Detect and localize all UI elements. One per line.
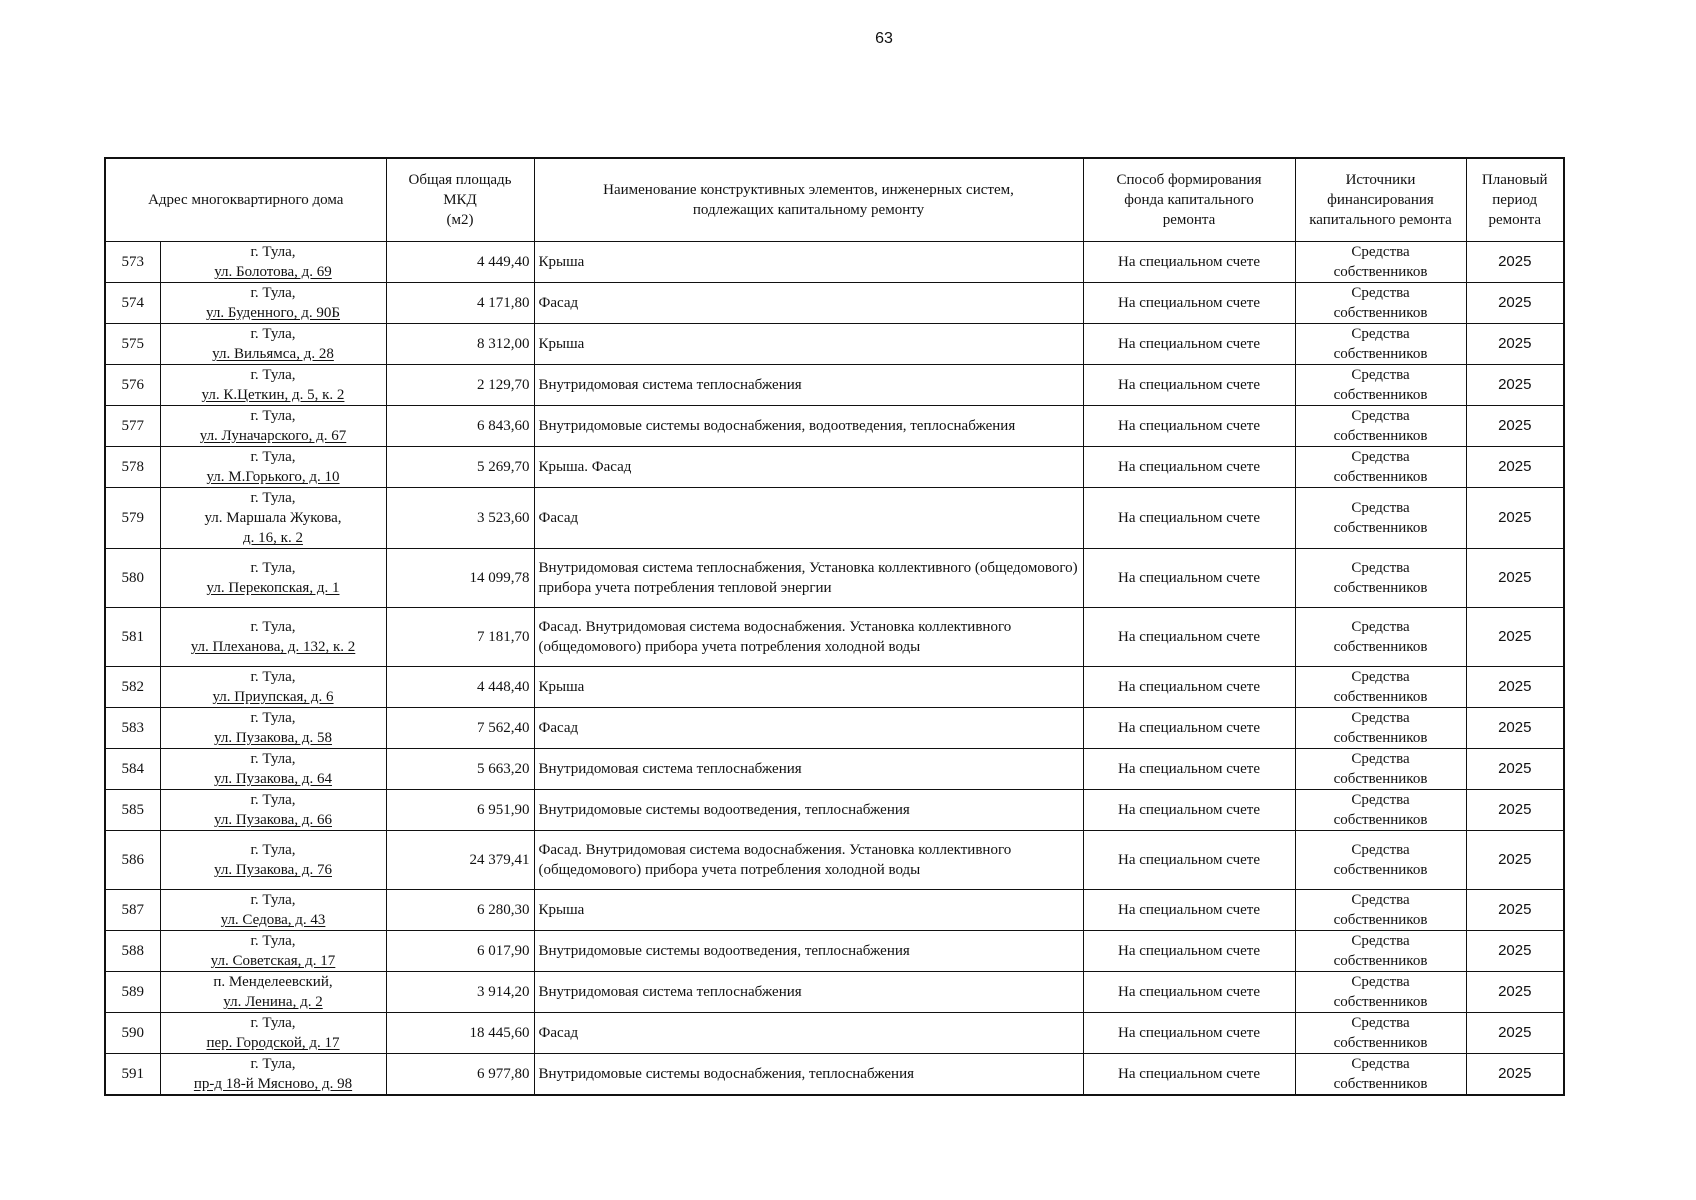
header-source-line: капитального ремонта xyxy=(1309,212,1452,228)
table-row xyxy=(105,972,1564,1013)
period-cell: 2025 xyxy=(1466,608,1564,667)
area-cell: 5 269,70 xyxy=(386,447,534,488)
source-line: Средства xyxy=(1351,710,1410,726)
header-source-line: финансирования xyxy=(1327,192,1434,208)
source-cell xyxy=(1295,831,1466,890)
row-number: 590 xyxy=(105,1013,160,1054)
table-body xyxy=(105,242,1564,1096)
period-cell: 2025 xyxy=(1466,365,1564,406)
works-cell: Фасад. Внутридомовая система водоснабжения. Установка коллективного (общедомового) прибора учета потребления холодной воды xyxy=(534,608,1083,667)
address-cell xyxy=(160,972,386,1013)
address-cell xyxy=(160,790,386,831)
source-line: Средства xyxy=(1351,326,1410,342)
period-cell: 2025 xyxy=(1466,488,1564,549)
area-cell: 6 951,90 xyxy=(386,790,534,831)
period-cell: 2025 xyxy=(1466,1013,1564,1054)
source-cell xyxy=(1295,447,1466,488)
row-number: 578 xyxy=(105,447,160,488)
works-cell: Фасад xyxy=(534,283,1083,324)
address-line: г. Тула, xyxy=(250,367,296,383)
period-cell: 2025 xyxy=(1466,831,1564,890)
source-cell xyxy=(1295,488,1466,549)
address-line: г. Тула, xyxy=(250,244,296,260)
source-line: собственников xyxy=(1333,812,1428,828)
source-line: Средства xyxy=(1351,751,1410,767)
area-cell: 4 449,40 xyxy=(386,242,534,283)
header-source-line: Источники xyxy=(1345,172,1416,188)
address-line: ул. Перекопская, д. 1 xyxy=(206,580,340,596)
table-row xyxy=(105,749,1564,790)
works-cell: Фасад xyxy=(534,1013,1083,1054)
works-cell: Внутридомовые системы водоотведения, теплоснабжения xyxy=(534,790,1083,831)
table-row xyxy=(105,406,1564,447)
header-works-line: подлежащих капитальному ремонту xyxy=(692,202,925,218)
source-cell xyxy=(1295,890,1466,931)
row-number: 574 xyxy=(105,283,160,324)
header-area-line: Общая площадь xyxy=(408,172,512,188)
address-line: ул. Седова, д. 43 xyxy=(220,912,326,928)
address-line: ул. Буденного, д. 90Б xyxy=(206,305,340,321)
row-number: 584 xyxy=(105,749,160,790)
table-row xyxy=(105,549,1564,608)
period-cell: 2025 xyxy=(1466,324,1564,365)
source-line: собственников xyxy=(1333,469,1428,485)
row-number: 586 xyxy=(105,831,160,890)
source-cell xyxy=(1295,931,1466,972)
row-number: 581 xyxy=(105,608,160,667)
address-line: г. Тула, xyxy=(250,792,296,808)
works-cell: Фасад xyxy=(534,708,1083,749)
method-cell: На специальном счете xyxy=(1083,608,1295,667)
source-line: собственников xyxy=(1333,264,1428,280)
method-cell: На специальном счете xyxy=(1083,242,1295,283)
area-cell: 3 523,60 xyxy=(386,488,534,549)
row-number: 587 xyxy=(105,890,160,931)
works-cell: Внутридомовая система теплоснабжения xyxy=(534,749,1083,790)
table-row xyxy=(105,608,1564,667)
area-cell: 6 977,80 xyxy=(386,1054,534,1096)
address-line: г. Тула, xyxy=(250,1015,296,1031)
method-cell: На специальном счете xyxy=(1083,831,1295,890)
area-cell: 6 280,30 xyxy=(386,890,534,931)
method-cell: На специальном счете xyxy=(1083,488,1295,549)
address-cell xyxy=(160,667,386,708)
row-number: 591 xyxy=(105,1054,160,1096)
address-cell xyxy=(160,708,386,749)
works-cell: Фасад. Внутридомовая система водоснабжения. Установка коллективного (общедомового) прибора учета потребления холодной воды xyxy=(534,831,1083,890)
source-line: собственников xyxy=(1333,689,1428,705)
period-cell: 2025 xyxy=(1466,890,1564,931)
area-cell: 8 312,00 xyxy=(386,324,534,365)
period-cell: 2025 xyxy=(1466,549,1564,608)
row-number: 576 xyxy=(105,365,160,406)
address-line: ул. Пузакова, д. 66 xyxy=(214,812,332,828)
header-area-line: (м2) xyxy=(446,212,474,228)
source-line: Средства xyxy=(1351,367,1410,383)
address-line: г. Тула, xyxy=(250,669,296,685)
header-method xyxy=(1083,158,1295,242)
source-cell xyxy=(1295,790,1466,831)
source-line: собственников xyxy=(1333,520,1428,536)
row-number: 585 xyxy=(105,790,160,831)
address-line: г. Тула, xyxy=(250,892,296,908)
source-cell xyxy=(1295,708,1466,749)
source-line: Средства xyxy=(1351,892,1410,908)
period-cell: 2025 xyxy=(1466,972,1564,1013)
address-cell xyxy=(160,608,386,667)
address-line: пр-д 18-й Мясново, д. 98 xyxy=(193,1076,353,1092)
address-line: г. Тула, xyxy=(250,842,296,858)
address-cell xyxy=(160,283,386,324)
source-cell xyxy=(1295,324,1466,365)
source-line: собственников xyxy=(1333,912,1428,928)
row-number: 575 xyxy=(105,324,160,365)
period-cell: 2025 xyxy=(1466,406,1564,447)
table-row xyxy=(105,831,1564,890)
address-line: ул. Пузакова, д. 58 xyxy=(214,730,332,746)
header-area-line: МКД xyxy=(443,192,477,208)
works-cell: Внутридомовые системы водоснабжения, теплоснабжения xyxy=(534,1054,1083,1096)
area-cell: 7 562,40 xyxy=(386,708,534,749)
source-line: Средства xyxy=(1351,1056,1410,1072)
header-works xyxy=(534,158,1083,242)
source-cell xyxy=(1295,242,1466,283)
header-address xyxy=(105,158,386,242)
header-source xyxy=(1295,158,1466,242)
source-cell xyxy=(1295,365,1466,406)
period-cell: 2025 xyxy=(1466,931,1564,972)
period-cell: 2025 xyxy=(1466,283,1564,324)
page-number: 63 xyxy=(875,30,893,47)
address-line: г. Тула, xyxy=(250,490,296,506)
address-cell xyxy=(160,242,386,283)
table-row xyxy=(105,708,1564,749)
area-cell: 2 129,70 xyxy=(386,365,534,406)
address-line: ул. Болотова, д. 69 xyxy=(214,264,332,280)
method-cell: На специальном счете xyxy=(1083,283,1295,324)
header-method-line: Способ формирования xyxy=(1116,172,1262,188)
source-line: Средства xyxy=(1351,1015,1410,1031)
works-cell: Внутридомовая система теплоснабжения xyxy=(534,972,1083,1013)
header-period xyxy=(1466,158,1564,242)
source-line: собственников xyxy=(1333,346,1428,362)
row-number: 588 xyxy=(105,931,160,972)
source-cell xyxy=(1295,1054,1466,1096)
address-cell xyxy=(160,365,386,406)
address-line: г. Тула, xyxy=(250,285,296,301)
area-cell: 7 181,70 xyxy=(386,608,534,667)
source-cell xyxy=(1295,667,1466,708)
address-line: ул. Советская, д. 17 xyxy=(210,953,336,969)
method-cell: На специальном счете xyxy=(1083,667,1295,708)
table-row xyxy=(105,283,1564,324)
header-method-line: ремонта xyxy=(1162,212,1216,228)
address-line: г. Тула, xyxy=(250,408,296,424)
address-line: ул. М.Горького, д. 10 xyxy=(206,469,340,485)
address-cell xyxy=(160,831,386,890)
header-method-line: фонда капитального xyxy=(1124,192,1254,208)
table-row xyxy=(105,890,1564,931)
address-line: д. 16, к. 2 xyxy=(243,530,303,546)
header-area xyxy=(386,158,534,242)
address-line: ул. Луначарского, д. 67 xyxy=(199,428,347,444)
table-row xyxy=(105,488,1564,549)
row-number: 589 xyxy=(105,972,160,1013)
row-number: 579 xyxy=(105,488,160,549)
header-works-line: Наименование конструктивных элементов, инженерных систем, xyxy=(603,182,1014,198)
source-line: Средства xyxy=(1351,500,1410,516)
address-line: ул. Вильямса, д. 28 xyxy=(212,346,334,362)
method-cell: На специальном счете xyxy=(1083,790,1295,831)
address-line: пер. Городской, д. 17 xyxy=(206,1035,340,1051)
area-cell: 4 171,80 xyxy=(386,283,534,324)
source-line: собственников xyxy=(1333,862,1428,878)
address-line: ул. Маршала Жукова, xyxy=(204,510,342,526)
address-line: г. Тула, xyxy=(250,710,296,726)
source-line: Средства xyxy=(1351,560,1410,576)
source-line: Средства xyxy=(1351,792,1410,808)
source-line: Средства xyxy=(1351,408,1410,424)
period-cell: 2025 xyxy=(1466,1054,1564,1096)
address-cell xyxy=(160,1054,386,1096)
source-cell xyxy=(1295,283,1466,324)
address-cell xyxy=(160,324,386,365)
period-cell: 2025 xyxy=(1466,708,1564,749)
area-cell: 5 663,20 xyxy=(386,749,534,790)
area-cell: 3 914,20 xyxy=(386,972,534,1013)
works-cell: Крыша xyxy=(534,890,1083,931)
source-cell xyxy=(1295,406,1466,447)
source-line: Средства xyxy=(1351,933,1410,949)
source-cell xyxy=(1295,1013,1466,1054)
table-row xyxy=(105,931,1564,972)
address-line: г. Тула, xyxy=(250,933,296,949)
method-cell: На специальном счете xyxy=(1083,749,1295,790)
table-row xyxy=(105,1013,1564,1054)
works-cell: Крыша xyxy=(534,242,1083,283)
source-line: собственников xyxy=(1333,771,1428,787)
method-cell: На специальном счете xyxy=(1083,324,1295,365)
address-line: ул. Пузакова, д. 64 xyxy=(214,771,332,787)
source-line: Средства xyxy=(1351,974,1410,990)
works-cell: Внутридомовые системы водоснабжения, водоотведения, теплоснабжения xyxy=(534,406,1083,447)
table-row xyxy=(105,447,1564,488)
address-cell xyxy=(160,549,386,608)
works-cell: Внутридомовые системы водоотведения, теплоснабжения xyxy=(534,931,1083,972)
source-line: собственников xyxy=(1333,994,1428,1010)
table-row xyxy=(105,324,1564,365)
table-row xyxy=(105,790,1564,831)
address-cell xyxy=(160,447,386,488)
row-number: 573 xyxy=(105,242,160,283)
address-line: ул. Пузакова, д. 76 xyxy=(214,862,332,878)
method-cell: На специальном счете xyxy=(1083,931,1295,972)
period-cell: 2025 xyxy=(1466,242,1564,283)
address-cell xyxy=(160,1013,386,1054)
address-line: г. Тула, xyxy=(250,560,296,576)
source-line: собственников xyxy=(1333,730,1428,746)
address-cell xyxy=(160,406,386,447)
address-cell xyxy=(160,488,386,549)
area-cell: 14 099,78 xyxy=(386,549,534,608)
header-address-label: Адрес многоквартирного дома xyxy=(148,192,344,208)
table-row xyxy=(105,667,1564,708)
source-line: собственников xyxy=(1333,305,1428,321)
source-line: Средства xyxy=(1351,244,1410,260)
row-number: 582 xyxy=(105,667,160,708)
area-cell: 6 843,60 xyxy=(386,406,534,447)
table-header-row xyxy=(105,158,1564,242)
table-row xyxy=(105,365,1564,406)
source-line: Средства xyxy=(1351,449,1410,465)
method-cell: На специальном счете xyxy=(1083,406,1295,447)
address-cell xyxy=(160,890,386,931)
area-cell: 4 448,40 xyxy=(386,667,534,708)
area-cell: 6 017,90 xyxy=(386,931,534,972)
address-cell xyxy=(160,931,386,972)
row-number: 583 xyxy=(105,708,160,749)
works-cell: Внутридомовая система теплоснабжения, Установка коллективного (общедомового) прибора учета потребления тепловой энергии xyxy=(534,549,1083,608)
address-line: г. Тула, xyxy=(250,1056,296,1072)
source-cell xyxy=(1295,549,1466,608)
source-line: собственников xyxy=(1333,580,1428,596)
capital-repair-table xyxy=(104,157,1565,1096)
header-period-line: ремонта xyxy=(1488,212,1542,228)
works-cell: Крыша xyxy=(534,667,1083,708)
source-cell xyxy=(1295,608,1466,667)
works-cell: Крыша xyxy=(534,324,1083,365)
source-line: собственников xyxy=(1333,953,1428,969)
area-cell: 18 445,60 xyxy=(386,1013,534,1054)
period-cell: 2025 xyxy=(1466,749,1564,790)
address-line: п. Менделеевский, xyxy=(213,974,333,990)
method-cell: На специальном счете xyxy=(1083,708,1295,749)
area-cell: 24 379,41 xyxy=(386,831,534,890)
period-cell: 2025 xyxy=(1466,667,1564,708)
works-cell: Внутридомовая система теплоснабжения xyxy=(534,365,1083,406)
method-cell: На специальном счете xyxy=(1083,1054,1295,1096)
address-cell xyxy=(160,749,386,790)
source-line: собственников xyxy=(1333,1035,1428,1051)
method-cell: На специальном счете xyxy=(1083,549,1295,608)
method-cell: На специальном счете xyxy=(1083,365,1295,406)
address-line: ул. Плеханова, д. 132, к. 2 xyxy=(190,639,356,655)
method-cell: На специальном счете xyxy=(1083,890,1295,931)
source-line: Средства xyxy=(1351,842,1410,858)
row-number: 577 xyxy=(105,406,160,447)
source-cell xyxy=(1295,972,1466,1013)
works-cell: Фасад xyxy=(534,488,1083,549)
source-line: Средства xyxy=(1351,619,1410,635)
method-cell: На специальном счете xyxy=(1083,972,1295,1013)
address-line: ул. К.Цеткин, д. 5, к. 2 xyxy=(201,387,345,403)
address-line: г. Тула, xyxy=(250,619,296,635)
source-line: Средства xyxy=(1351,669,1410,685)
table-row xyxy=(105,242,1564,283)
works-cell: Крыша. Фасад xyxy=(534,447,1083,488)
header-period-line: период xyxy=(1492,192,1538,208)
period-cell: 2025 xyxy=(1466,790,1564,831)
source-line: собственников xyxy=(1333,1076,1428,1092)
source-line: собственников xyxy=(1333,639,1428,655)
address-line: ул. Ленина, д. 2 xyxy=(223,994,323,1010)
source-line: Средства xyxy=(1351,285,1410,301)
method-cell: На специальном счете xyxy=(1083,447,1295,488)
row-number: 580 xyxy=(105,549,160,608)
address-line: ул. Приупская, д. 6 xyxy=(212,689,334,705)
address-line: г. Тула, xyxy=(250,751,296,767)
method-cell: На специальном счете xyxy=(1083,1013,1295,1054)
source-line: собственников xyxy=(1333,387,1428,403)
table-row xyxy=(105,1054,1564,1096)
source-line: собственников xyxy=(1333,428,1428,444)
period-cell: 2025 xyxy=(1466,447,1564,488)
source-cell xyxy=(1295,749,1466,790)
address-line: г. Тула, xyxy=(250,326,296,342)
address-line: г. Тула, xyxy=(250,449,296,465)
header-period-line: Плановый xyxy=(1481,172,1548,188)
